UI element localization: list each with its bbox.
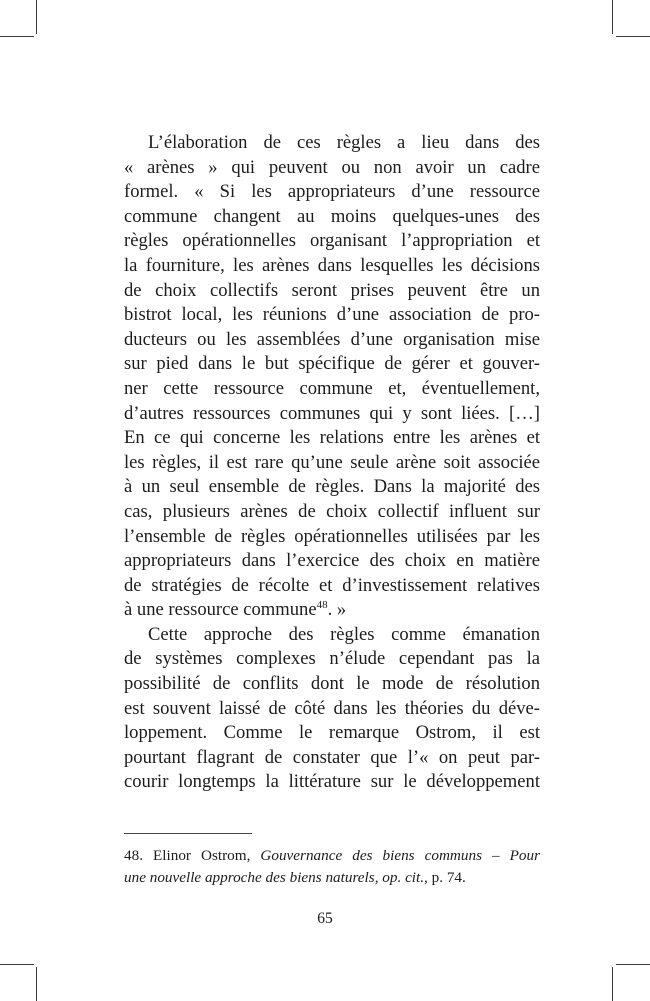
body-line: règles opérationnelles organisant l’appropriation et [124, 230, 540, 252]
body-line: En ce qui concerne les relations entre les arènes et [124, 427, 540, 449]
footnote-op-cit: op. cit. [382, 869, 425, 886]
crop-mark-bottom-right [612, 967, 613, 1001]
crop-mark-bottom-right-h [616, 964, 650, 965]
page-number: 65 [317, 910, 333, 927]
body-line: ner cette ressource commune et, éventuellement, [124, 377, 540, 399]
body-line: L’élaboration de ces règles a lieu dans des [148, 132, 540, 153]
body-line: « arènes » qui peuvent ou non avoir un cadre [124, 156, 540, 178]
quote-close: . » [327, 599, 347, 621]
footnote-line-1 [124, 845, 540, 867]
body-line: est souvent laissé de côté dans les théories du déve- [124, 697, 540, 719]
body-line: de systèmes complexes n’élude cependant pas la [124, 648, 540, 670]
body-line: de choix collectifs seront prises peuvent être un [124, 279, 540, 301]
body-line: la fourniture, les arènes dans lesquelles les décisions [124, 254, 540, 276]
crop-mark-top-left-h [0, 36, 34, 37]
body-line: loppement. Comme le remarque Ostrom, il est [124, 722, 540, 744]
quote-end-text: à une ressource commune [124, 599, 317, 621]
body-line: appropriateurs dans l’exercice des choix en matière [124, 550, 540, 572]
crop-mark-top-right-h [616, 36, 650, 37]
footnote-line-2 [124, 867, 540, 889]
body-line: ducteurs ou les assemblées d’une organisation mise [124, 328, 540, 350]
crop-mark-bottom-left-h [0, 964, 34, 965]
body-line: commune changent au moins quelques-unes des [124, 205, 540, 227]
body-text [124, 131, 540, 795]
body-line: bistrot local, les réunions d’une association de pro- [124, 304, 540, 326]
footnote-divider [124, 833, 252, 834]
body-line: pourtant flagrant de constater que l’« on peut par- [124, 746, 540, 768]
body-line: l’ensemble de règles opérationnelles utilisées par les [124, 525, 540, 547]
body-line: cas, plusieurs arènes de choix collectif influent sur [124, 500, 540, 522]
body-line: de stratégies de récolte et d’investissement relatives [124, 574, 540, 596]
footnote-reference[interactable]: 48 [316, 599, 328, 612]
footnote-number: 48. [124, 847, 143, 864]
crop-mark-top-left [36, 0, 37, 34]
footnote-title-part2: une nouvelle approche des biens naturels [124, 869, 375, 886]
body-line-quote-end [124, 598, 540, 623]
body-line: les règles, il est rare qu’une seule arène soit associée [124, 451, 540, 473]
body-line: formel. « Si les appropriateurs d’une ressource [124, 181, 540, 203]
footnote-author: Elinor Ostrom, [153, 847, 251, 864]
footnote-page: , p. 74. [424, 869, 466, 886]
body-line: d’autres ressources communes qui y sont liées. […] [124, 402, 540, 424]
crop-mark-top-right [612, 0, 613, 34]
footnote [124, 845, 540, 889]
crop-mark-bottom-left [36, 967, 37, 1001]
body-line: à un seul ensemble de règles. Dans la majorité des [124, 476, 540, 498]
body-line: sur pied dans le but spécifique de gérer et gouver- [124, 353, 540, 375]
body-line: Cette approche des règles comme émanation [148, 623, 540, 645]
footnote-title-part1: Gouvernance des biens communs – Pour [260, 847, 541, 864]
body-line: courir longtemps la littérature sur le développement [124, 771, 540, 793]
body-line: possibilité de conflits dont le mode de résolution [124, 673, 540, 695]
footnote-comma: , [374, 869, 379, 886]
